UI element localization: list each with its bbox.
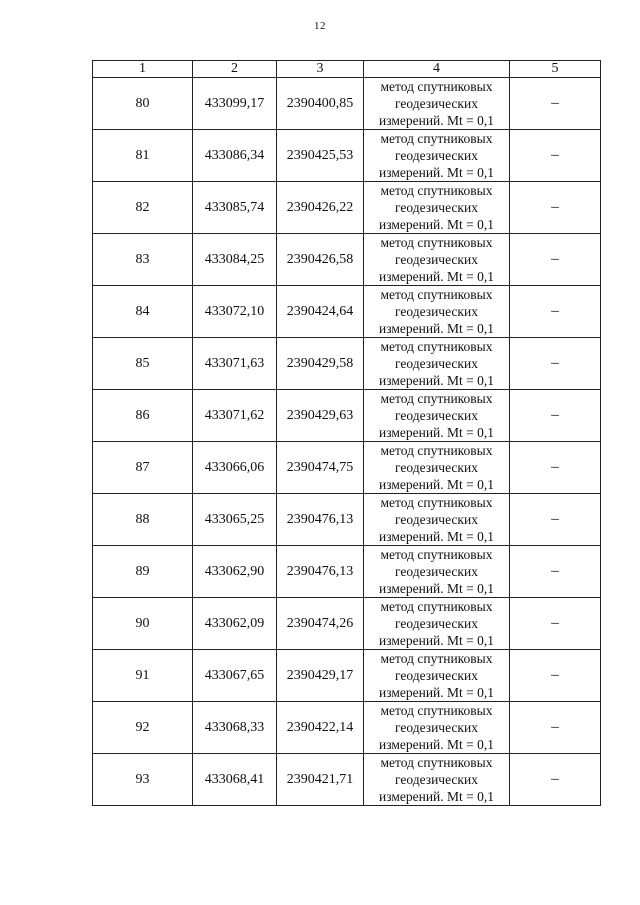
method-line-2: геодезических bbox=[395, 200, 478, 215]
method-line-2: геодезических bbox=[395, 304, 478, 319]
note-cell bbox=[510, 390, 601, 442]
table-row bbox=[93, 650, 601, 702]
point-number-cell: 91 bbox=[93, 650, 193, 702]
point-number-cell: 87 bbox=[93, 442, 193, 494]
method-line-2: геодезических bbox=[395, 616, 478, 631]
x-coordinate-cell: 433067,65 bbox=[193, 650, 277, 702]
method-line-1: метод спутниковых bbox=[380, 287, 493, 302]
y-coordinate-cell: 2390400,85 bbox=[277, 78, 364, 130]
header-col-5: 5 bbox=[510, 61, 601, 78]
note-cell bbox=[510, 182, 601, 234]
page-number: 12 bbox=[314, 20, 326, 32]
method-line-2: геодезических bbox=[395, 668, 478, 683]
method-line-1: метод спутниковых bbox=[380, 547, 493, 562]
method-line-2: геодезических bbox=[395, 356, 478, 371]
method-line-1: метод спутниковых bbox=[380, 651, 493, 666]
method-cell bbox=[364, 338, 510, 390]
method-line-3: измерений. Mt = 0,1 bbox=[378, 529, 495, 544]
y-coordinate-cell: 2390424,64 bbox=[277, 286, 364, 338]
point-number-cell: 90 bbox=[93, 598, 193, 650]
table-row bbox=[93, 130, 601, 182]
point-number-cell: 81 bbox=[93, 130, 193, 182]
method-line-3: измерений. Mt = 0,1 bbox=[378, 113, 495, 128]
x-coordinate-cell: 433062,09 bbox=[193, 598, 277, 650]
method-line-2: геодезических bbox=[395, 720, 478, 735]
table-row bbox=[93, 338, 601, 390]
y-coordinate-cell: 2390476,13 bbox=[277, 546, 364, 598]
method-cell bbox=[364, 182, 510, 234]
note-cell bbox=[510, 598, 601, 650]
method-line-2: геодезических bbox=[395, 408, 478, 423]
table-row bbox=[93, 754, 601, 806]
method-cell bbox=[364, 546, 510, 598]
y-coordinate-cell: 2390425,53 bbox=[277, 130, 364, 182]
note-cell bbox=[510, 338, 601, 390]
method-line-1: метод спутниковых bbox=[380, 755, 493, 770]
method-line-3: измерений. Mt = 0,1 bbox=[378, 373, 495, 388]
dash-mark: – bbox=[551, 667, 559, 683]
x-coordinate-cell: 433071,63 bbox=[193, 338, 277, 390]
table-row bbox=[93, 182, 601, 234]
note-cell bbox=[510, 650, 601, 702]
point-number-cell: 84 bbox=[93, 286, 193, 338]
point-number-cell: 88 bbox=[93, 494, 193, 546]
dash-mark: – bbox=[551, 719, 559, 735]
method-cell bbox=[364, 702, 510, 754]
method-cell bbox=[364, 78, 510, 130]
dash-mark: – bbox=[551, 199, 559, 215]
x-coordinate-cell: 433072,10 bbox=[193, 286, 277, 338]
method-cell bbox=[364, 442, 510, 494]
header-col-3: 3 bbox=[277, 61, 364, 78]
x-coordinate-cell: 433099,17 bbox=[193, 78, 277, 130]
header-col-1: 1 bbox=[93, 61, 193, 78]
note-cell bbox=[510, 78, 601, 130]
note-cell bbox=[510, 494, 601, 546]
table-row bbox=[93, 702, 601, 754]
note-cell bbox=[510, 442, 601, 494]
method-cell bbox=[364, 234, 510, 286]
method-cell bbox=[364, 650, 510, 702]
method-line-3: измерений. Mt = 0,1 bbox=[378, 789, 495, 804]
method-line-3: измерений. Mt = 0,1 bbox=[378, 269, 495, 284]
table-row bbox=[93, 442, 601, 494]
x-coordinate-cell: 433066,06 bbox=[193, 442, 277, 494]
note-cell bbox=[510, 702, 601, 754]
x-coordinate-cell: 433068,33 bbox=[193, 702, 277, 754]
method-cell bbox=[364, 286, 510, 338]
method-cell bbox=[364, 754, 510, 806]
dash-mark: – bbox=[551, 511, 559, 527]
y-coordinate-cell: 2390429,63 bbox=[277, 390, 364, 442]
method-line-3: измерений. Mt = 0,1 bbox=[378, 425, 495, 440]
table-row bbox=[93, 78, 601, 130]
x-coordinate-cell: 433086,34 bbox=[193, 130, 277, 182]
table-row bbox=[93, 546, 601, 598]
method-line-3: измерений. Mt = 0,1 bbox=[378, 737, 495, 752]
coordinates-table bbox=[92, 60, 601, 806]
y-coordinate-cell: 2390421,71 bbox=[277, 754, 364, 806]
x-coordinate-cell: 433085,74 bbox=[193, 182, 277, 234]
point-number-cell: 82 bbox=[93, 182, 193, 234]
method-cell bbox=[364, 130, 510, 182]
table-header-row bbox=[93, 61, 601, 78]
method-line-1: метод спутниковых bbox=[380, 235, 493, 250]
note-cell bbox=[510, 130, 601, 182]
point-number-cell: 85 bbox=[93, 338, 193, 390]
table-row bbox=[93, 494, 601, 546]
method-line-1: метод спутниковых bbox=[380, 703, 493, 718]
note-cell bbox=[510, 546, 601, 598]
note-cell bbox=[510, 234, 601, 286]
method-line-1: метод спутниковых bbox=[380, 443, 493, 458]
dash-mark: – bbox=[551, 355, 559, 371]
point-number-cell: 89 bbox=[93, 546, 193, 598]
dash-mark: – bbox=[551, 303, 559, 319]
note-cell bbox=[510, 286, 601, 338]
method-line-2: геодезических bbox=[395, 564, 478, 579]
x-coordinate-cell: 433068,41 bbox=[193, 754, 277, 806]
dash-mark: – bbox=[551, 95, 559, 111]
x-coordinate-cell: 433071,62 bbox=[193, 390, 277, 442]
method-cell bbox=[364, 390, 510, 442]
method-line-1: метод спутниковых bbox=[380, 495, 493, 510]
method-line-1: метод спутниковых bbox=[380, 391, 493, 406]
y-coordinate-cell: 2390426,22 bbox=[277, 182, 364, 234]
dash-mark: – bbox=[551, 147, 559, 163]
method-line-1: метод спутниковых bbox=[380, 339, 493, 354]
method-line-3: измерений. Mt = 0,1 bbox=[378, 217, 495, 232]
point-number-cell: 92 bbox=[93, 702, 193, 754]
point-number-cell: 86 bbox=[93, 390, 193, 442]
table-row bbox=[93, 390, 601, 442]
method-line-2: геодезических bbox=[395, 512, 478, 527]
note-cell bbox=[510, 754, 601, 806]
table-body bbox=[93, 78, 601, 806]
method-line-3: измерений. Mt = 0,1 bbox=[378, 685, 495, 700]
method-line-1: метод спутниковых bbox=[380, 79, 493, 94]
method-line-2: геодезических bbox=[395, 460, 478, 475]
header-col-4: 4 bbox=[364, 61, 510, 78]
table-row bbox=[93, 286, 601, 338]
method-line-3: измерений. Mt = 0,1 bbox=[378, 321, 495, 336]
point-number-cell: 83 bbox=[93, 234, 193, 286]
x-coordinate-cell: 433084,25 bbox=[193, 234, 277, 286]
method-line-3: измерений. Mt = 0,1 bbox=[378, 633, 495, 648]
y-coordinate-cell: 2390476,13 bbox=[277, 494, 364, 546]
y-coordinate-cell: 2390474,26 bbox=[277, 598, 364, 650]
header-col-2: 2 bbox=[193, 61, 277, 78]
method-line-3: измерений. Mt = 0,1 bbox=[378, 581, 495, 596]
method-line-3: измерений. Mt = 0,1 bbox=[378, 477, 495, 492]
dash-mark: – bbox=[551, 407, 559, 423]
y-coordinate-cell: 2390474,75 bbox=[277, 442, 364, 494]
y-coordinate-cell: 2390429,58 bbox=[277, 338, 364, 390]
method-line-1: метод спутниковых bbox=[380, 131, 493, 146]
point-number-cell: 93 bbox=[93, 754, 193, 806]
point-number-cell: 80 bbox=[93, 78, 193, 130]
method-line-2: геодезических bbox=[395, 252, 478, 267]
dash-mark: – bbox=[551, 771, 559, 787]
y-coordinate-cell: 2390429,17 bbox=[277, 650, 364, 702]
y-coordinate-cell: 2390426,58 bbox=[277, 234, 364, 286]
method-line-2: геодезических bbox=[395, 96, 478, 111]
dash-mark: – bbox=[551, 459, 559, 475]
method-cell bbox=[364, 494, 510, 546]
dash-mark: – bbox=[551, 615, 559, 631]
method-line-2: геодезических bbox=[395, 148, 478, 163]
dash-mark: – bbox=[551, 563, 559, 579]
table-row bbox=[93, 234, 601, 286]
x-coordinate-cell: 433065,25 bbox=[193, 494, 277, 546]
method-line-3: измерений. Mt = 0,1 bbox=[378, 165, 495, 180]
dash-mark: – bbox=[551, 251, 559, 267]
method-line-1: метод спутниковых bbox=[380, 599, 493, 614]
method-cell bbox=[364, 598, 510, 650]
x-coordinate-cell: 433062,90 bbox=[193, 546, 277, 598]
y-coordinate-cell: 2390422,14 bbox=[277, 702, 364, 754]
table-row bbox=[93, 598, 601, 650]
method-line-1: метод спутниковых bbox=[380, 183, 493, 198]
method-line-2: геодезических bbox=[395, 772, 478, 787]
